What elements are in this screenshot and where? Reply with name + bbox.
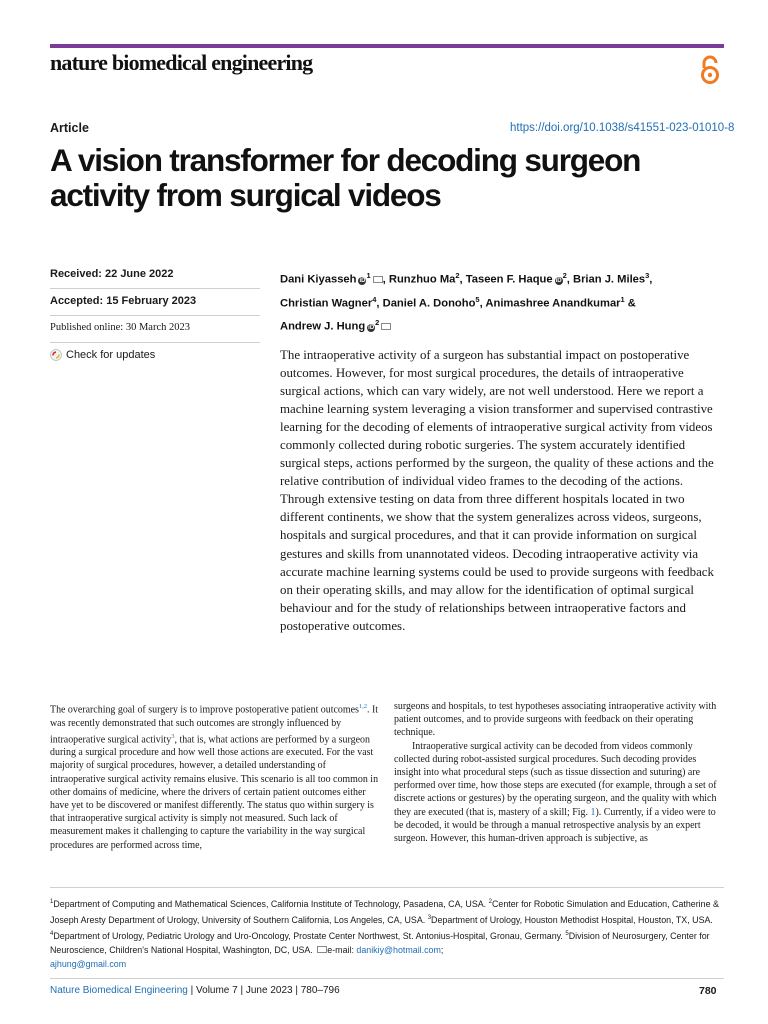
abstract: The intraoperative activity of a surgeon has substantial impact on postoperative outcomes. However, for most surgical procedures, the details of intraoperative surgical actions, which can vary widely, are not well understood. Here we report a machine learning system leveraging a vision transformer and supervised contrastive learning for the decoding of elements of intraoperative surgical activity from videos commonly collected during robotic surgeries. The system accurately identified surgical steps, actions performed by the surgeon, the quality of these actions and the relative contribution of individual video frames to the decoding of the actions. Through extensive testing on data from three different hospitals located in two different continents, we show that the system generalizes across videos, surgeons, hospitals and surgical procedures, and that it can provide information on surgical gestures and skills from unannotated videos. Decoding intraoperative activity via accurate machine learning systems could be used to provide surgeons with feedback on their operating skills, and may allow for the identification of optimal surgical behaviour and for the study of relationships between intraoperative factors and postoperative outcomes. bbox=[280, 348, 714, 633]
author-affiliation-number: 4 bbox=[372, 294, 377, 304]
email-link-1[interactable]: danikiy@hotmail.com bbox=[356, 944, 441, 955]
body-column-1 bbox=[50, 700, 380, 852]
article-title: A vision transformer for decoding surgeon activity from surgical videos bbox=[50, 142, 641, 213]
citation-link[interactable]: 3 bbox=[171, 732, 175, 740]
email-link-2[interactable]: ajhung@gmail.com bbox=[50, 958, 127, 969]
author-separator: , bbox=[376, 297, 383, 310]
body-paragraph bbox=[394, 740, 724, 846]
footer-details: | Volume 7 | June 2023 | 780–796 bbox=[187, 985, 340, 996]
author-separator: & bbox=[624, 297, 636, 310]
received-date: Received: 22 June 2022 bbox=[50, 262, 260, 289]
author-name[interactable]: Andrew J. Hung bbox=[280, 321, 366, 334]
orcid-icon[interactable]: iD bbox=[359, 277, 366, 284]
author-affiliation-number: 5 bbox=[475, 294, 480, 304]
body-paragraph: surgeons and hospitals, to test hypotheses associating intraoperative activity with patient outcomes, and to provide surgeons with feedback on their operating technique. bbox=[394, 701, 717, 739]
journal-name: nature biomedical engineering bbox=[50, 50, 313, 75]
author-name[interactable]: Dani Kiyasseh bbox=[280, 273, 357, 286]
footnote-divider bbox=[50, 887, 724, 888]
author-separator: , bbox=[649, 273, 653, 286]
author-affiliation-number: 2 bbox=[455, 271, 460, 280]
affiliation-3: Department of Urology, Houston Methodist Hospital, Houston, TX, USA. bbox=[431, 914, 713, 925]
figure-link[interactable]: 1 bbox=[590, 806, 596, 818]
affiliation-1: Department of Computing and Mathematical Sciences, California Institute of Technology, Pasadena, CA, USA. bbox=[53, 898, 489, 909]
author-name[interactable]: Daniel A. Donoho bbox=[382, 297, 476, 310]
affiliations: $^1$Department of Computing and Mathematical Sciences, California Institute of Technology, Pasadena, CA, USA. $^2$Center for Robotic Simulation and Education, Catherine & Joseph Aresty Department of Urology, University of Southern California, Los Angeles, CA, USA. $^3$Department of Urology, Houston Methodist Hospital, Houston, TX, USA. $^4$Department of Urology, Pediatric Urology and Uro-Oncology, Prostate Center Northwest, St. Antonius-Hospital, Gronau, Germany. $^5$Division of Neurosurgery, Center for Neuroscience, Children's National Hospital, Washington, DC, USA. e-mail: danikiy@hotmail.com; ajhung@gmail.com bbox=[50, 898, 719, 969]
doi-link[interactable]: https://doi.org/10.1038/s41551-023-01010-8 bbox=[510, 122, 735, 134]
email-icon bbox=[317, 946, 327, 953]
author-name[interactable]: Christian Wagner bbox=[280, 297, 373, 310]
check-updates-button[interactable] bbox=[50, 343, 260, 361]
email-separator: ; bbox=[440, 944, 444, 955]
footer-divider bbox=[50, 978, 724, 979]
email-icon[interactable] bbox=[373, 276, 383, 283]
check-updates-label: Check for updates bbox=[66, 349, 156, 361]
author-separator: , bbox=[382, 273, 389, 286]
body-text: , that is, what actions are performed by a surgeon during a surgical procedure and how well those actions are executed. For the vast majority of surgical procedures, however, a detailed understanding of intraoperative surgical activity remains elusive. This scenario is all too common in other domains of medicine, where the drivers of certain patient outcomes either have yet to be discovered or manifest differently. The status quo within surgery is that intraoperative surgical activity is simply not measured. Such lack of measurement makes it challenging to capture the variability in the way surgical procedures are performed across time, bbox=[50, 734, 379, 851]
email-icon[interactable] bbox=[381, 323, 391, 330]
page-footer bbox=[50, 985, 340, 996]
open-access-icon bbox=[698, 54, 722, 86]
author-name[interactable]: Animashree Anandkumar bbox=[485, 297, 621, 310]
header-accent-bar bbox=[50, 44, 724, 48]
orcid-icon[interactable]: iD bbox=[368, 325, 375, 332]
citation-link[interactable]: 1,2 bbox=[358, 703, 368, 710]
author-name[interactable]: Runzhuo Ma bbox=[388, 273, 456, 286]
author-affiliation-number: 1 bbox=[620, 294, 625, 304]
author-list bbox=[280, 266, 720, 337]
orcid-icon[interactable]: iD bbox=[555, 277, 562, 284]
author-name[interactable]: Taseen F. Haque bbox=[465, 273, 553, 286]
published-date: Published online: 30 March 2023 bbox=[50, 316, 260, 343]
accepted-date: Accepted: 15 February 2023 bbox=[50, 289, 260, 316]
affiliation-2: Center for Robotic Simulation and Education, Catherine & Joseph Aresty Department of Urology, University of Southern California, Los Angeles, CA, USA. bbox=[50, 898, 719, 925]
body-text: ). Currently, if a video were to be decoded, it would be through a manual retrospective analysis by an expert surgeon. However, this human-driven approach is subjective, as bbox=[394, 806, 716, 845]
body-column-2 bbox=[394, 700, 724, 845]
check-updates-icon bbox=[50, 349, 62, 361]
author-affiliation-number: 1 bbox=[366, 271, 371, 280]
email-label: e-mail: bbox=[327, 944, 357, 955]
footer-journal-link[interactable]: Nature Biomedical Engineering bbox=[50, 985, 188, 996]
author-separator: , bbox=[566, 273, 573, 286]
body-text: . It was recently demonstrated that such outcomes are strongly influenced by intraoperative surgical activity bbox=[50, 704, 379, 746]
author-affiliation-number: 2 bbox=[562, 271, 567, 280]
author-affiliation-number: 3 bbox=[645, 271, 650, 280]
affiliation-4: Department of Urology, Pediatric Urology and Uro-Oncology, Prostate Center Northwest, St. Antonius-Hospital, Gronau, Germany. bbox=[53, 930, 566, 941]
page-number: 780 bbox=[699, 985, 717, 997]
author-affiliation-number: 2 bbox=[375, 318, 380, 328]
article-type: Article bbox=[50, 121, 89, 135]
affiliation-5: Division of Neurosurgery, Center for Neuroscience, Children's National Hospital, Washington, DC, USA. bbox=[50, 930, 710, 955]
author-separator: , bbox=[479, 297, 486, 310]
article-dates bbox=[50, 262, 260, 361]
author-name[interactable]: Brian J. Miles bbox=[573, 273, 646, 286]
body-text: The overarching goal of surgery is to improve postoperative patient outcomes bbox=[50, 704, 359, 716]
body-text: Intraoperative surgical activity can be decoded from videos commonly collected during robot-assisted surgical procedures. Such decoding provides insight into what procedural steps (such as tissue dissection and suturing) are performed over time, how those steps are executed (for example, through a set of discrete actions or gestures) by the operating surgeon, and the quality with which they are executed (that is, mastery of a skill; Fig. bbox=[394, 740, 717, 818]
author-separator: , bbox=[459, 273, 466, 286]
